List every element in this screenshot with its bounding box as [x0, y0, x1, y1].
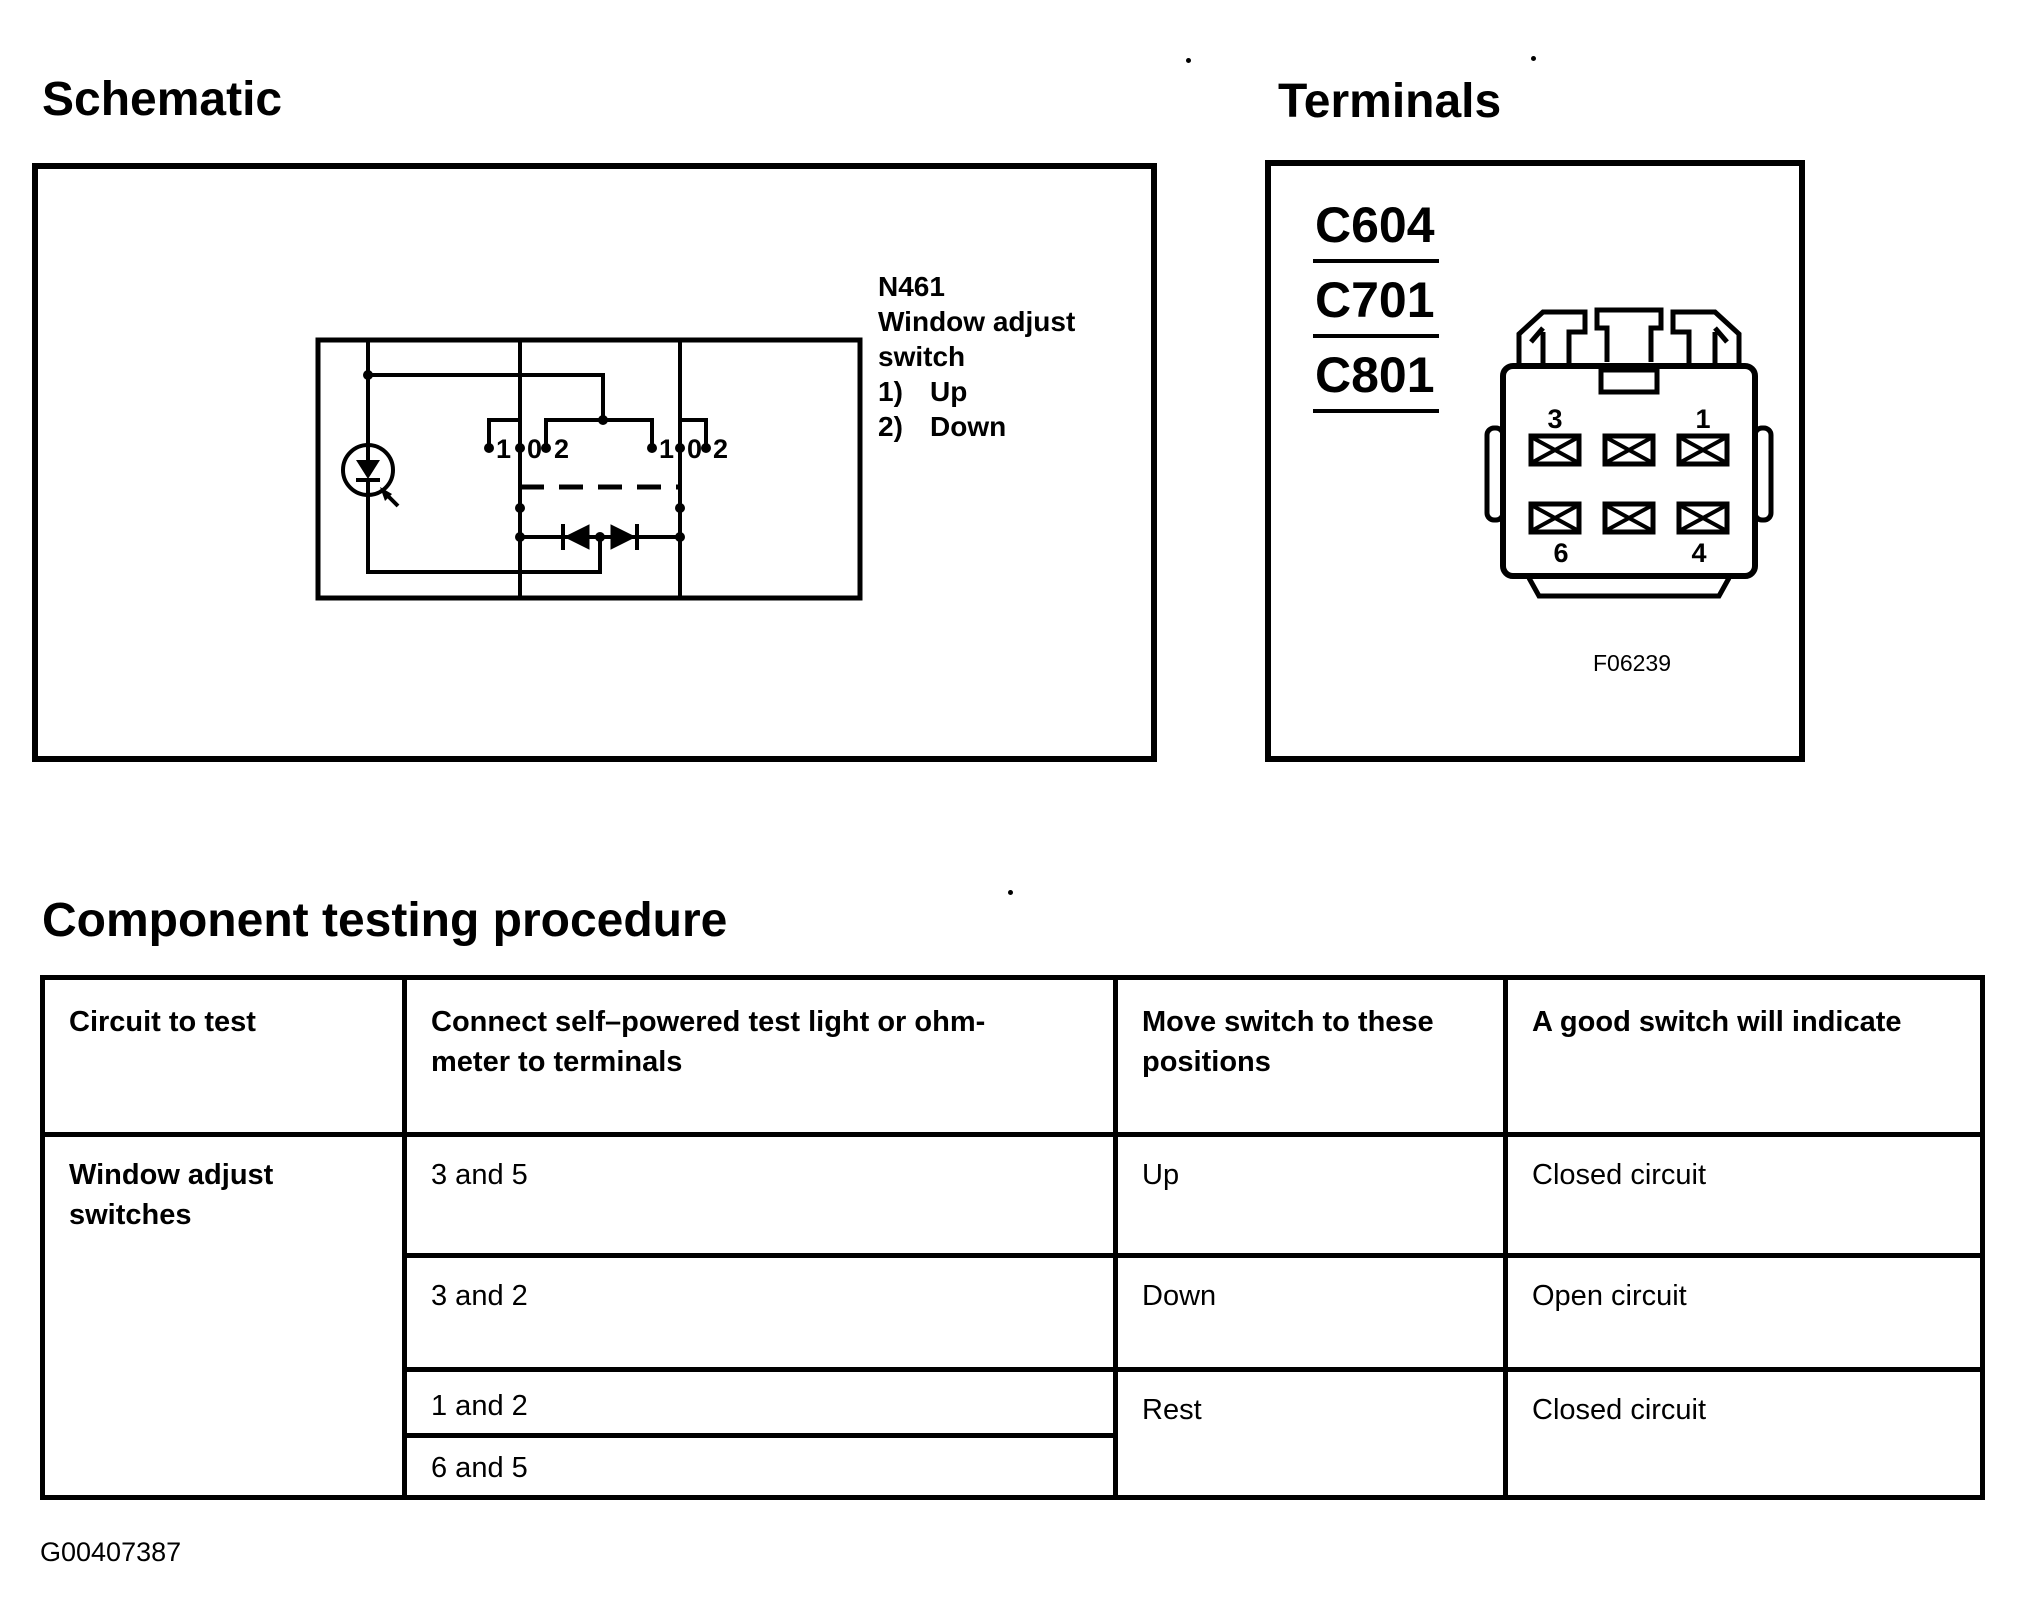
- window-switch-schematic: [38, 169, 1151, 756]
- connector-code: C604: [1313, 200, 1439, 263]
- scan-speck: [1008, 890, 1013, 895]
- component-testing-table: [40, 975, 1985, 1500]
- cell-position: Rest: [1116, 1370, 1506, 1498]
- right-lock-tab: [1673, 312, 1739, 366]
- figure-reference: F06239: [1593, 650, 1672, 676]
- position-up: 1) Up: [878, 376, 968, 407]
- component-name-line1: Window adjust: [878, 306, 1076, 337]
- component-label: [878, 269, 1075, 444]
- connector-foot: [1529, 578, 1729, 596]
- header-connect-terminals: Connect self–powered test light or ohm- meter to terminals: [405, 978, 1116, 1135]
- cell-result: Closed circuit: [1506, 1370, 1983, 1498]
- pin-label-1: 1: [1695, 404, 1711, 434]
- connector-body: [1503, 366, 1755, 576]
- table-row: [43, 1135, 1983, 1256]
- connector-code: C701: [1313, 275, 1439, 338]
- header-switch-positions: Move switch to these positions: [1116, 978, 1506, 1135]
- testing-title: Component testing procedure: [42, 894, 728, 947]
- position-down: 2) Down: [878, 411, 1007, 442]
- left-lock-tab: [1519, 312, 1585, 366]
- terminals-panel: [1265, 160, 1805, 762]
- latch-window: [1601, 370, 1657, 392]
- left-switch-pos-1: 1: [496, 434, 512, 464]
- pin-label-4: 4: [1691, 538, 1707, 568]
- document-code: G00407387: [40, 1537, 182, 1567]
- schematic-title: Schematic: [42, 73, 283, 126]
- cell-result: Closed circuit: [1506, 1135, 1983, 1256]
- component-id: N461: [878, 271, 945, 302]
- cell-terminals: 6 and 5: [405, 1436, 1116, 1498]
- connector-code: C801: [1313, 350, 1439, 413]
- terminals-title: Terminals: [1278, 75, 1502, 128]
- right-switch-pos-1: 1: [659, 434, 675, 464]
- center-latch: [1597, 310, 1661, 362]
- header-good-switch: A good switch will indicate: [1506, 978, 1983, 1135]
- cell-terminals: 3 and 5: [405, 1135, 1116, 1256]
- component-name-line2: switch: [878, 341, 966, 372]
- scan-speck: [1531, 56, 1536, 61]
- left-switch-pos-2: 2: [554, 434, 570, 464]
- cell-position: Down: [1116, 1256, 1506, 1370]
- header-circuit: Circuit to test: [43, 978, 405, 1135]
- pin-label-6: 6: [1553, 538, 1569, 568]
- cell-position: Up: [1116, 1135, 1506, 1256]
- scan-speck: [1186, 58, 1191, 63]
- connector-face-diagram: [1481, 306, 1801, 606]
- right-switch-pos-2: 2: [713, 434, 729, 464]
- left-switch-pos-0: 0: [527, 434, 543, 464]
- right-switch-pos-0: 0: [687, 434, 703, 464]
- schematic-panel: [32, 163, 1157, 762]
- cell-circuit-name: Window adjust switches: [43, 1135, 405, 1498]
- right-ear: [1755, 428, 1771, 520]
- pin-label-3: 3: [1547, 404, 1563, 434]
- table-header-row: [43, 978, 1983, 1135]
- cell-result: Open circuit: [1506, 1256, 1983, 1370]
- terminal-cavities: [1531, 436, 1727, 532]
- connector-code-list: [1313, 197, 1439, 425]
- cell-terminals: 3 and 2: [405, 1256, 1116, 1370]
- cell-terminals: 1 and 2: [405, 1370, 1116, 1436]
- component-boundary-box: [318, 340, 860, 598]
- left-ear: [1487, 428, 1503, 520]
